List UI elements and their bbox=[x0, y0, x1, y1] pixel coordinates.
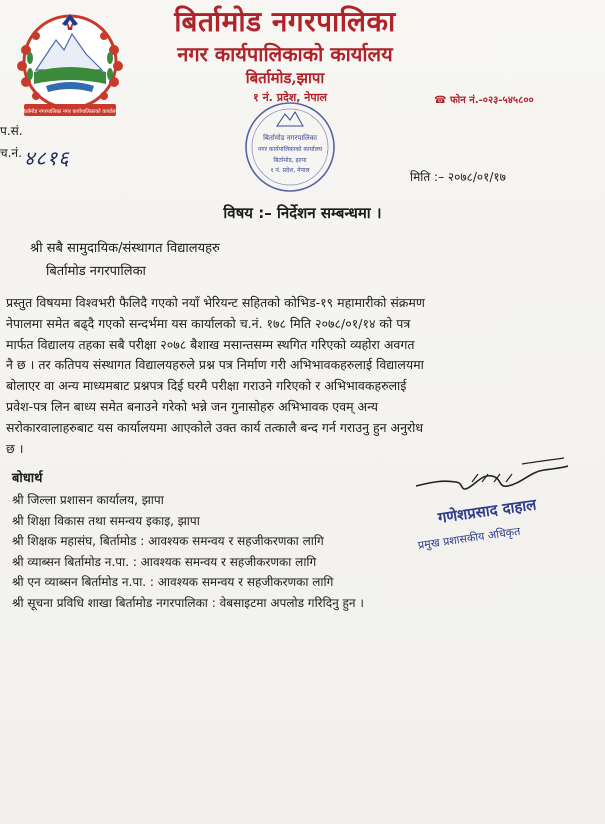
nepal-emblem-icon bbox=[6, 10, 134, 120]
body-line: प्रस्तुत विषयमा विश्वभरी फैलिदै गएको नयाँ भेरियन्ट सहितको कोभिड-१९ महामारीको संक्रमण bbox=[6, 295, 425, 310]
cc-item: श्री व्याब्सन बिर्तामोड न.पा. : आवश्यक समन्वय र सहजीकरणका लागि bbox=[12, 554, 317, 569]
addressee-line-1: श्री सबै सामुदायिक/संस्थागत विद्यालयहरु bbox=[30, 241, 220, 256]
stamp-line-1: बिर्तामोड नगरपालिका bbox=[263, 134, 317, 142]
stamp-line-3: बिर्तामोड, झापा bbox=[273, 157, 307, 164]
cn-label: च.नं. bbox=[0, 146, 22, 160]
signatory-name: गणेशप्रसाद दाहाल bbox=[436, 495, 538, 527]
signatory-designation: प्रमुख प्रशासकीय अधिकृत bbox=[417, 524, 522, 552]
office-stamp bbox=[243, 100, 337, 194]
body-line: नेपालमा समेत बढ्दै गएको सन्दर्भमा यस कार्यालको च.नं. १७८ मिति २०७८/०१/१४ को पत्र bbox=[6, 315, 411, 331]
body-line: नै छ । तर कतिपय संस्थागत विद्यालयहरुले प्रश्न पत्र निर्माण गरी अभिभावकहरुलाई विद्यालयमा bbox=[6, 357, 424, 373]
body-line: मार्फत विद्यालय तहका सबै परीक्षा २०७८ बैशाख मसान्तसम्म स्थगित गरिएको व्यहोरा अवगत bbox=[6, 336, 415, 352]
stamp-line-2: नगर कार्यपालिकाको कार्यालय bbox=[257, 146, 323, 153]
cn-value: ४८१६ bbox=[24, 146, 70, 170]
body-line: प्रवेश-पत्र लिन बाध्य समेत बनाउने गरेको भन्ने जन गुनासोहरु अभिभावक एवम् अन्य bbox=[6, 398, 379, 414]
municipality-title: बिर्तामोड नगरपालिका bbox=[174, 5, 396, 38]
cc-item: श्री जिल्ला प्रशासन कार्यालय, झापा bbox=[12, 493, 164, 507]
letter-body bbox=[6, 293, 546, 459]
office-place: बिर्तामोड,झापा bbox=[245, 69, 325, 87]
cc-item: श्री शिक्षा विकास तथा समन्वय इकाइ, झापा bbox=[12, 513, 200, 528]
letter-date: मिति :– २०७८/०१/१७ bbox=[410, 170, 506, 184]
ps-label: प.सं. bbox=[0, 124, 23, 138]
body-line: छ । bbox=[6, 440, 24, 456]
cc-heading: बोधार्थ bbox=[12, 471, 43, 486]
cc-item: श्री सूचना प्रविधि शाखा बिर्तामोड नगरपालिका : वेबसाइटमा अपलोड गरिदिनु हुन । bbox=[12, 595, 364, 610]
province-line: १ नं. प्रदेश, नेपाल bbox=[253, 91, 327, 104]
cc-item: श्री शिक्षक महासंघ, बिर्तामोड : आवश्यक समन्वय र सहजीकरणका लागि bbox=[12, 534, 324, 549]
office-name: नगर कार्यपालिकाको कार्यालय bbox=[177, 42, 393, 66]
body-line: बोलाएर वा अन्य माध्यमबाट प्रश्नपत्र दिई घरमै परीक्षा गराउने गरिएको र अभिभावकहरुलाई bbox=[6, 378, 407, 394]
stamp-line-4: १ नं. प्रदेश, नेपाल bbox=[270, 167, 310, 174]
addressee-line-2: बिर्तामोड नगरपालिका bbox=[46, 264, 146, 279]
body-line: सरोकारवालाहरुबाट यस कार्यालयमा आएकोले उक्त कार्य तत्कालै बन्द गर्न गराउनु हुन अनुरोध bbox=[6, 419, 424, 435]
emblem-caption: बिर्तामोड नगरपालिका नगर कार्यपालिकाको कार्यालय bbox=[21, 109, 119, 115]
letter-subject: विषय :– निर्देशन सम्बन्धमा । bbox=[223, 204, 382, 222]
phone-number: ☎ फोन नं.-०२३-५४५८०० bbox=[434, 95, 534, 106]
cc-item: श्री एन व्याब्सन बिर्तामोड न.पा. : आवश्यक समन्वय र सहजीकरणका लागि bbox=[12, 575, 334, 590]
